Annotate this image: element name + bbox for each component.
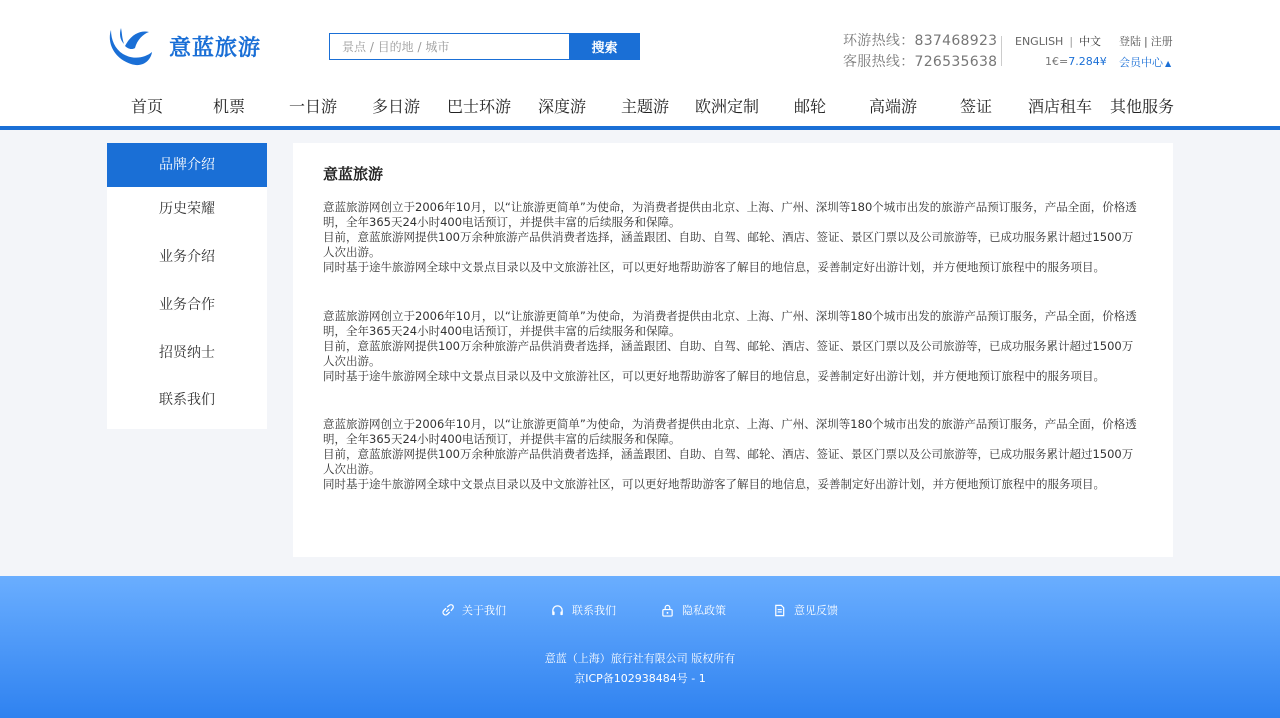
- travel-hotline: 环游热线：837468923: [843, 33, 998, 49]
- header-divider: [1001, 36, 1002, 66]
- footer-link-feedback[interactable]: [773, 602, 838, 618]
- brand-logo[interactable]: [105, 24, 261, 68]
- nav-item[interactable]: 多日游: [372, 97, 421, 116]
- service-hotline: 客服热线：726535638: [843, 54, 998, 70]
- sidebar-item[interactable]: 历史荣耀: [159, 201, 215, 217]
- hotline-info: [843, 31, 997, 73]
- register-link[interactable]: 注册: [1150, 35, 1173, 48]
- nav-item[interactable]: 其他服务: [1110, 97, 1175, 116]
- lang-chinese[interactable]: 中文: [1079, 35, 1102, 48]
- brand-name: 意蓝旅游: [169, 35, 262, 61]
- footer-links: [0, 602, 1280, 618]
- header: [0, 0, 1280, 130]
- nav-item[interactable]: 酒店租车: [1028, 97, 1093, 116]
- headset-icon: [551, 604, 564, 617]
- footer-link-label: 联系我们: [572, 604, 616, 617]
- paragraph-line: 意蓝旅游网创立于2006年10月，以“让旅游更简单”为使命，为消费者提供由北京、上海、广州、深圳等180个城市出发的旅游产品预订服务，产品全面，价格透明，全年365天24小时400电话预订，并提供丰富的后续服务和保障。: [323, 309, 1137, 338]
- footer-link-privacy[interactable]: [661, 602, 726, 618]
- nav-item[interactable]: 机票: [213, 97, 246, 116]
- exchange-rate: [1045, 55, 1107, 68]
- search-input[interactable]: [329, 33, 569, 60]
- member-center-link[interactable]: [1119, 54, 1171, 70]
- content-paragraph: [323, 309, 1143, 384]
- content-paragraph: [323, 200, 1143, 275]
- nav-item[interactable]: 主题游: [621, 97, 670, 116]
- search-bar: [329, 33, 640, 60]
- login-link[interactable]: 登陆: [1119, 35, 1141, 48]
- nav-item[interactable]: 欧洲定制: [695, 97, 760, 116]
- footer-copyright: 意蓝（上海）旅行社有限公司 版权所有: [544, 652, 736, 665]
- sidebar-item[interactable]: 招贤纳士: [159, 345, 215, 361]
- content-title: 意蓝旅游: [323, 165, 384, 183]
- paragraph-line: 目前，意蓝旅游网提供100万余种旅游产品供消费者选择，涵盖跟团、自助、自驾、邮轮、酒店、签证、景区门票以及公司旅游等，已成功服务累计超过1500万人次出游。: [323, 230, 1134, 259]
- nav-item[interactable]: 邮轮: [794, 97, 827, 116]
- paragraph-line: 同时基于途牛旅游网全球中文景点目录以及中文旅游社区，可以更好地帮助游客了解目的地信息，妥善制定好出游计划，并方便地预订旅程中的服务项目。: [323, 260, 1105, 274]
- content-paragraph: [323, 417, 1143, 492]
- paragraph-line: 同时基于途牛旅游网全球中文景点目录以及中文旅游社区，可以更好地帮助游客了解目的地信息，妥善制定好出游计划，并方便地预订旅程中的服务项目。: [323, 477, 1105, 491]
- paragraph-line: 同时基于途牛旅游网全球中文景点目录以及中文旅游社区，可以更好地帮助游客了解目的地信息，妥善制定好出游计划，并方便地预订旅程中的服务项目。: [323, 369, 1105, 383]
- paragraph-line: 目前，意蓝旅游网提供100万余种旅游产品供消费者选择，涵盖跟团、自助、自驾、邮轮、酒店、签证、景区门票以及公司旅游等，已成功服务累计超过1500万人次出游。: [323, 339, 1134, 368]
- nav-item[interactable]: 首页: [131, 97, 164, 116]
- sidebar-item[interactable]: 业务合作: [159, 297, 215, 313]
- content-panel: [293, 143, 1173, 557]
- sidebar-item[interactable]: 联系我们: [159, 392, 215, 408]
- footer: [0, 576, 1280, 718]
- member-center-label: 会员中心: [1119, 56, 1163, 69]
- auth-separator: |: [1144, 35, 1148, 48]
- lock-icon: [661, 604, 674, 617]
- feedback-icon: [773, 604, 786, 617]
- footer-link-label: 隐私政策: [682, 604, 726, 617]
- nav-item[interactable]: 高端游: [869, 97, 918, 116]
- footer-link-contact[interactable]: [551, 602, 616, 618]
- footer-link-about[interactable]: [441, 602, 506, 618]
- footer-link-label: 关于我们: [462, 604, 506, 617]
- nav-item[interactable]: 深度游: [538, 97, 587, 116]
- caret-up-icon: ▲: [1165, 59, 1172, 68]
- sidebar-item[interactable]: 品牌介绍: [107, 143, 267, 187]
- search-button[interactable]: 搜索: [569, 33, 640, 60]
- paragraph-line: 意蓝旅游网创立于2006年10月，以“让旅游更简单”为使命，为消费者提供由北京、上海、广州、深圳等180个城市出发的旅游产品预订服务，产品全面，价格透明，全年365天24小时400电话预订，并提供丰富的后续服务和保障。: [323, 417, 1137, 446]
- sidebar: [107, 143, 267, 429]
- link-icon: [441, 604, 454, 617]
- main-nav: [105, 94, 1175, 124]
- paragraph-line: 意蓝旅游网创立于2006年10月，以“让旅游更简单”为使命，为消费者提供由北京、上海、广州、深圳等180个城市出发的旅游产品预订服务，产品全面，价格透明，全年365天24小时400电话预订，并提供丰富的后续服务和保障。: [323, 200, 1137, 229]
- lang-separator: |: [1069, 35, 1074, 48]
- auth-links: [1119, 33, 1173, 49]
- footer-icp: 京ICP备102938484号 - 1: [574, 672, 706, 685]
- rate-value: 7.284¥: [1068, 55, 1107, 68]
- nav-item[interactable]: 签证: [960, 97, 993, 116]
- rate-prefix: 1€=: [1045, 55, 1069, 68]
- language-switch: [1015, 33, 1101, 49]
- nav-item[interactable]: 一日游: [289, 97, 338, 116]
- nav-item[interactable]: 巴士环游: [447, 97, 512, 116]
- swallow-logo-icon: [105, 24, 153, 68]
- sidebar-item[interactable]: 业务介绍: [159, 249, 215, 265]
- nav-underline: [0, 126, 1280, 130]
- footer-link-label: 意见反馈: [794, 604, 838, 617]
- lang-english[interactable]: ENGLISH: [1015, 35, 1064, 48]
- paragraph-line: 目前，意蓝旅游网提供100万余种旅游产品供消费者选择，涵盖跟团、自助、自驾、邮轮、酒店、签证、景区门票以及公司旅游等，已成功服务累计超过1500万人次出游。: [323, 447, 1134, 476]
